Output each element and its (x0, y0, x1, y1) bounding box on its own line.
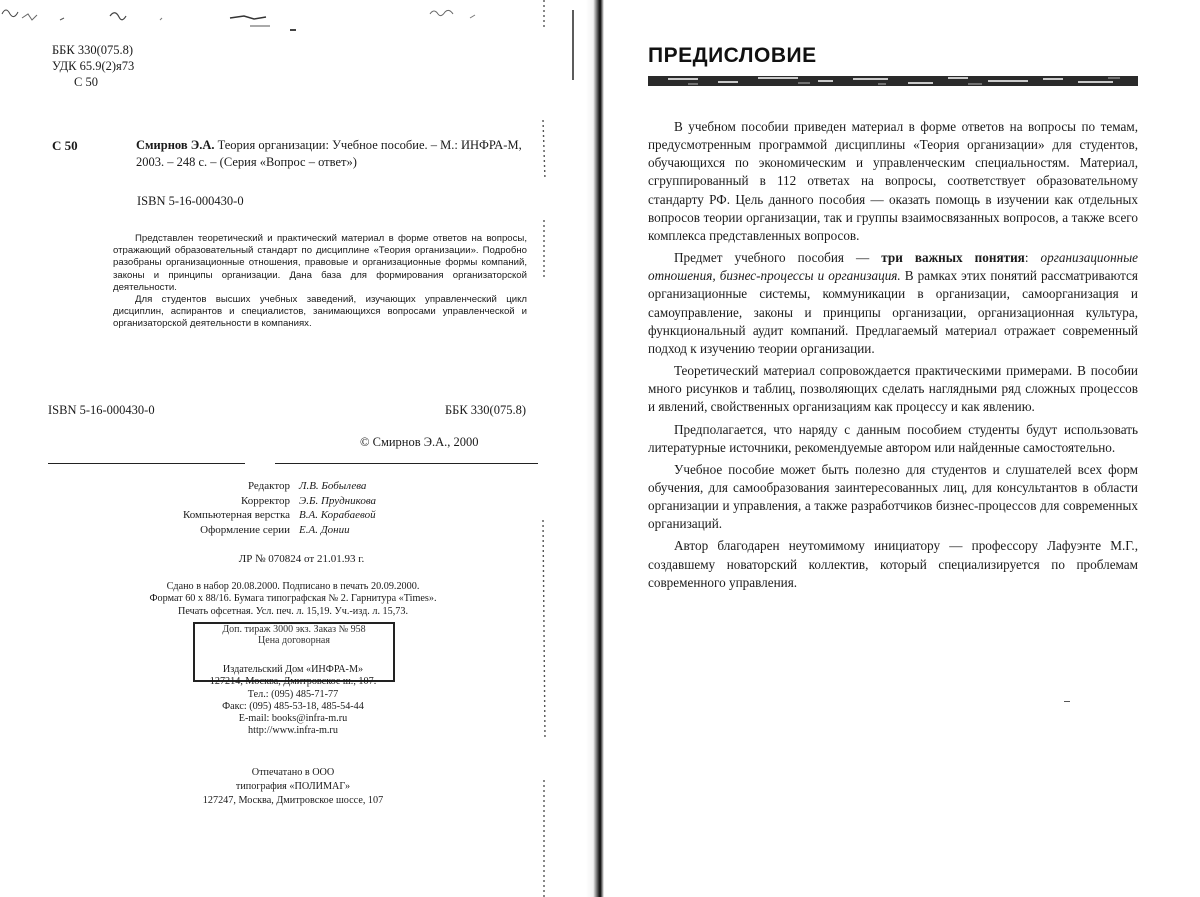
preface-paragraph (648, 537, 1138, 591)
printer-info (48, 766, 538, 808)
credit-name: Е.А. Донии (299, 523, 350, 536)
preface-paragraph (648, 421, 1138, 457)
credit-name: В.А. Корабаевой (299, 509, 376, 521)
isbn-top: ISBN 5-16-000430-0 (137, 194, 244, 208)
publisher-phone: Тел.: (095) 485-71-77 (247, 688, 339, 700)
printer-line: типография «ПОЛИМАГ» (235, 781, 351, 792)
printer-line: Отпечатано в ООО (251, 767, 335, 778)
preface-text-run: Теоретический материал сопровождается практическими примерами. В пособии много рисунков и таблиц, позволяющих сделать наглядными ряд сложных процессов и явлений, свойственных организациям как процессу и как явлению. (648, 363, 1138, 415)
book-gutter (586, 0, 610, 897)
left-page (0, 0, 585, 897)
credit-name: Л.В. Бобылева (299, 480, 367, 492)
catalog-codes (52, 42, 134, 90)
imprint-line: Формат 60 х 88/16. Бумага типографская № 2. Гарнитура «Times». (149, 593, 437, 605)
imprint (48, 581, 538, 618)
section-heading: ПРЕДИСЛОВИЕ (648, 44, 817, 67)
stamp-line: Доп. тираж 3000 экз. Заказ № 958 (222, 624, 366, 635)
credit-role: Компьютерная верстка (182, 509, 290, 521)
publisher-info (48, 664, 538, 738)
preface-text-run: Предполагается, что наряду с данным пособием студенты будут использовать литературные источники, рекомендуемые автором или найденные самостоятельно. (648, 421, 1138, 455)
preface-text-run: Учебное пособие может быть полезно для студентов и слушателей всех форм обучения, для самообразования заинтересованных лиц, для консультантов в области организации и управления, а также разработчиков бизнес-процессов для современных организаций. (648, 461, 1138, 532)
imprint-line: Сдано в набор 20.08.2000. Подписано в печать 20.09.2000. (166, 581, 420, 592)
publisher-website: http://www.infra-m.ru (248, 725, 338, 737)
bbk-code: ББК 330(075.8) (52, 43, 134, 57)
publisher-email: E-mail: books@infra-m.ru (238, 713, 348, 725)
printer-line: 127247, Москва, Дмитровское шоссе, 107 (202, 795, 384, 806)
abstract-paragraph-2: Для студентов высших учебных заведений, изучающих управленческий цикл дисциплин, аспирантов и специалистов, занимающихся вопросами управленческой и организаторской деятельности в компаниях. (113, 294, 527, 330)
bbk-bottom: ББК 330(075.8) (444, 403, 526, 417)
publisher-name: Издательский Дом «ИНФРА-М» (222, 664, 364, 675)
cip-author: Смирнов Э.А. (136, 138, 215, 152)
divider-line (48, 463, 538, 464)
credit-role: Оформление серии (200, 523, 290, 536)
preface-text-run: три важных понятия (881, 250, 1025, 266)
publisher-address: 127214, Москва, Дмитровское ш., 107. (209, 676, 377, 688)
cip-entry (136, 137, 538, 171)
preface-text-run: Автор благодарен неутомимому инициатору — профессору Лафуэнте М.Г., создавшему новаторский коллектив, который специализируется по проблемам современного управления. (648, 538, 1138, 590)
cip-code: С 50 (52, 138, 78, 153)
abstract-paragraph-1: Представлен теоретический и практический материал в форме ответов на вопросы, отражающий образовательный стандарт по дисциплине «Теория организации». Подробно разобраны организационные отношения, правовые и организационные формы компаний, законы и принципы организации. Дана база для формирования организаторской деятельности. (113, 233, 527, 293)
preface-paragraph (648, 249, 1138, 358)
stamp-line: Цена договорная (258, 635, 330, 646)
license-number: ЛР № 070824 от 21.01.93 г. (238, 553, 365, 565)
left-page-edge-speckle (540, 0, 548, 897)
right-page-edge-speckle (569, 0, 577, 897)
preface-paragraph (648, 118, 1138, 245)
abstract (113, 233, 527, 331)
udk-code: УДК 65.9(2)я73 (52, 59, 135, 73)
preface-body (648, 118, 1138, 596)
credit-role: Корректор (240, 494, 290, 507)
preface-paragraph (648, 362, 1138, 416)
author-sign: С 50 (74, 75, 98, 89)
divider-gap (245, 461, 275, 465)
copyright: © Смирнов Э.А., 2000 (360, 435, 479, 449)
preface-text-run: В рамках этих понятий рассматриваются организационные системы, коммуникации в организации, самоорганизация и самоуправление, законы и принципы организации, организационная культура, функциональный аудит компаний. Предлагаемый материал отражает современный подход к изучению теории организации. (648, 268, 1138, 356)
preface-text-run: Предмет учебного пособия — (674, 250, 882, 266)
publisher-fax: Факс: (095) 485-53-18, 485-54-44 (222, 700, 364, 712)
preface-text-run: организационные отношения, бизнес-процессы и организация. (648, 250, 1138, 284)
credit-role: Редактор (247, 480, 290, 492)
imprint-line: Печать офсетная. Усл. печ. л. 15,19. Уч.-изд. л. 15,73. (177, 605, 409, 617)
cip-entry-rest: Теория организации: Учебное пособие. – М.: ИНФРА-М, 2003. – 248 с. – (Серия «Вопрос – ответ») (136, 138, 522, 169)
credit-name: Э.Б. Прудникова (299, 494, 377, 507)
preface-text-run: В учебном пособии приведен материал в форме ответов на вопросы по темам, предусмотренным программой дисциплины «Теория организации» для студентов, обучающихся по экономическим и управленческим специальностям. Материал, сгруппированный в 112 ответах на вопросы, соответствует образовательному стандарту РФ. Цель данного пособия — оказать помощь в изучении как отдельных вопросов теории организации, так и группы взаимосвязанных вопросов, а также всего комплекса представленных вопросов. (648, 119, 1138, 243)
stray-mark (1064, 701, 1070, 702)
isbn-bottom: ISBN 5-16-000430-0 (48, 403, 155, 417)
preface-text-run: : (1024, 250, 1041, 266)
heading-decorative-bar (648, 75, 1138, 87)
preface-paragraph (648, 461, 1138, 534)
scan-noise-top (0, 0, 585, 40)
